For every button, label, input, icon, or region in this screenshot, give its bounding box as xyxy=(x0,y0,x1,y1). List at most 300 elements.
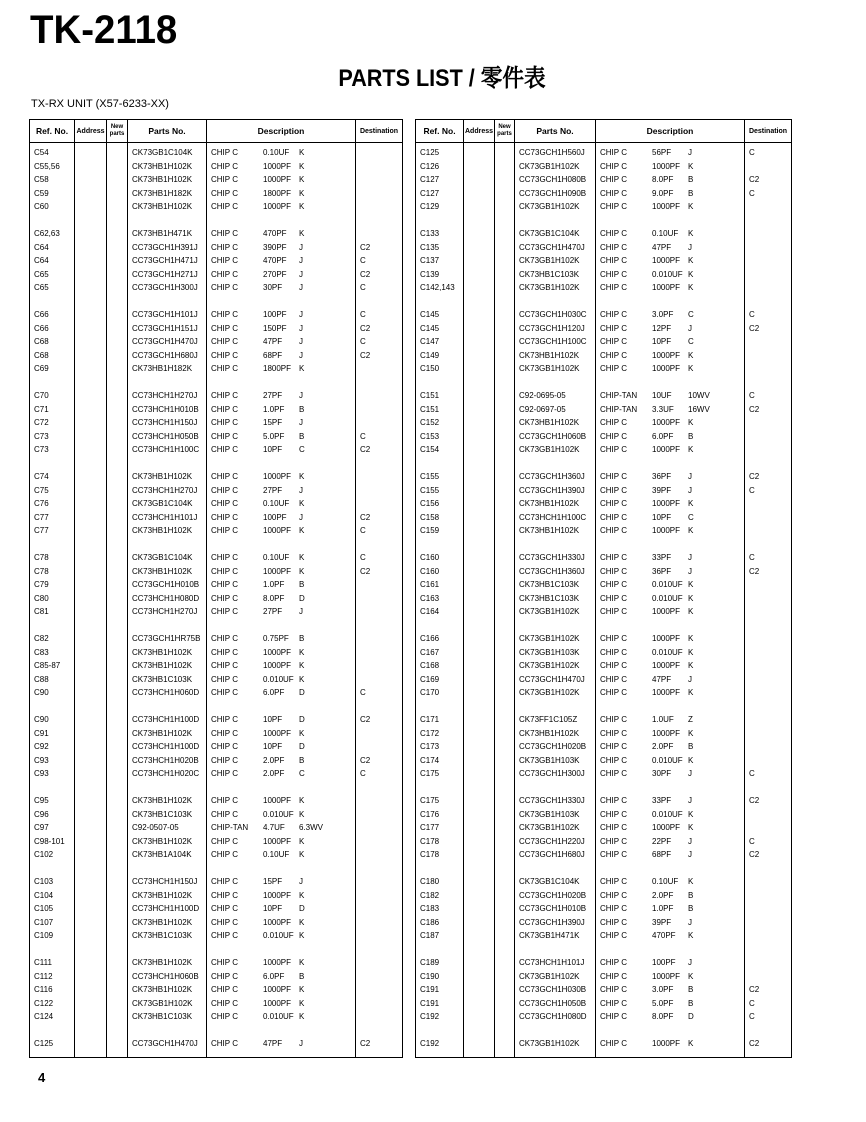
new-parts-cell xyxy=(107,686,128,700)
new-parts-cell xyxy=(107,794,128,808)
desc-tolerance: K xyxy=(299,472,305,481)
desc-value: 4.7UF xyxy=(263,823,285,832)
desc-tolerance: J xyxy=(688,958,692,967)
desc-value: 1000PF xyxy=(652,202,681,211)
desc-tolerance: B xyxy=(688,742,694,751)
new-parts-cell xyxy=(495,916,515,930)
destination-cell xyxy=(356,848,403,862)
desc-value: 2.0PF xyxy=(652,890,674,900)
parts-no-cell: CC73GCH1H390J xyxy=(515,916,596,930)
description-cell xyxy=(596,430,745,444)
desc-type: CHIP C xyxy=(211,931,238,940)
destination-cell: C xyxy=(356,335,403,349)
desc-tolerance: K xyxy=(299,998,305,1008)
desc-tolerance: B xyxy=(688,890,694,900)
ref-cell: C139 xyxy=(416,268,464,282)
destination-cell: C2 xyxy=(356,511,403,525)
table-row xyxy=(416,241,792,255)
table-row xyxy=(30,254,403,268)
desc-tolerance: B xyxy=(688,998,694,1008)
ref-cell: C66 xyxy=(30,308,75,322)
desc-value: 1000PF xyxy=(652,661,681,670)
description-cell xyxy=(207,187,356,201)
desc-value: 47PF xyxy=(652,674,672,684)
desc-value: 0.10UF xyxy=(263,553,290,562)
description-cell xyxy=(596,308,745,322)
desc-type: CHIP C xyxy=(600,337,627,346)
new-parts-cell xyxy=(495,551,515,565)
desc-tolerance: J xyxy=(688,566,692,576)
destination-cell xyxy=(356,970,403,984)
desc-value: 8.0PF xyxy=(652,1012,674,1021)
ref-cell: C125 xyxy=(30,1037,75,1058)
description-cell xyxy=(207,403,356,417)
desc-tolerance: 16WV xyxy=(688,404,710,414)
description-cell xyxy=(596,727,745,741)
description-cell xyxy=(207,673,356,687)
desc-tolerance: K xyxy=(688,634,694,643)
desc-value: 470PF xyxy=(263,229,287,238)
desc-type: CHIP C xyxy=(600,188,627,198)
destination-cell xyxy=(745,659,792,673)
new-parts-cell xyxy=(107,673,128,687)
destination-cell xyxy=(356,160,403,174)
desc-type: CHIP C xyxy=(600,499,627,508)
desc-type: CHIP C xyxy=(211,175,238,184)
new-parts-cell xyxy=(107,1037,128,1058)
desc-value: 10UF xyxy=(652,391,672,400)
parts-no-cell: CK73HB1H182K xyxy=(128,362,207,376)
ref-cell: C178 xyxy=(416,835,464,849)
desc-value: 0.75PF xyxy=(263,634,289,643)
description-cell xyxy=(596,511,745,525)
destination-cell xyxy=(356,821,403,835)
ref-cell: C169 xyxy=(416,673,464,687)
new-parts-cell xyxy=(107,349,128,363)
desc-type: CHIP C xyxy=(600,796,627,805)
desc-tolerance: B xyxy=(688,431,694,441)
desc-value: 1000PF xyxy=(263,917,292,927)
ref-cell: C172 xyxy=(416,727,464,741)
desc-type: CHIP C xyxy=(211,485,238,495)
parts-no-cell: CC73GCH1H271J xyxy=(128,268,207,282)
desc-type: CHIP C xyxy=(211,634,238,643)
desc-type: CHIP C xyxy=(600,364,627,373)
address-cell xyxy=(75,889,107,903)
table-row xyxy=(30,497,403,511)
parts-no-cell: CC73GCH1H560J xyxy=(515,143,596,160)
parts-no-cell: CC73HCH1H101J xyxy=(515,956,596,970)
address-cell xyxy=(464,470,495,484)
new-parts-cell xyxy=(107,362,128,376)
parts-no-cell: CK73GB1H102K xyxy=(515,254,596,268)
desc-value: 1000PF xyxy=(652,688,681,697)
table-row xyxy=(30,565,403,579)
desc-type: CHIP C xyxy=(600,161,627,171)
parts-no-cell: CK73GB1H471K xyxy=(515,929,596,943)
description-cell xyxy=(596,443,745,457)
description-cell xyxy=(207,970,356,984)
table-row xyxy=(30,241,403,255)
desc-value: 470PF xyxy=(263,256,287,265)
table-body-right xyxy=(416,143,792,1058)
desc-type: CHIP C xyxy=(211,229,238,238)
desc-type: CHIP C xyxy=(211,742,238,751)
ref-cell: C70 xyxy=(30,389,75,403)
desc-tolerance: K xyxy=(688,499,694,508)
ref-cell: C151 xyxy=(416,403,464,417)
parts-no-cell: CK73GB1H102K xyxy=(515,605,596,619)
ref-cell: C88 xyxy=(30,673,75,687)
destination-cell xyxy=(745,821,792,835)
ref-cell: C102 xyxy=(30,848,75,862)
ref-cell: C91 xyxy=(30,727,75,741)
address-cell xyxy=(75,362,107,376)
parts-no-cell: CC73GCH1H090B xyxy=(515,187,596,201)
description-cell xyxy=(596,592,745,606)
address-cell xyxy=(75,821,107,835)
ref-cell: C175 xyxy=(416,767,464,781)
col-ref: Ref. No. xyxy=(30,120,75,143)
desc-type: CHIP C xyxy=(600,269,627,279)
desc-type: CHIP C xyxy=(600,634,627,643)
ref-cell: C72 xyxy=(30,416,75,430)
group-spacer xyxy=(30,943,403,957)
desc-type: CHIP C xyxy=(600,553,627,562)
table-row xyxy=(30,821,403,835)
address-cell xyxy=(75,430,107,444)
destination-cell xyxy=(356,835,403,849)
group-spacer xyxy=(416,943,792,957)
parts-no-cell: CK73HB1H102K xyxy=(128,565,207,579)
desc-type: CHIP C xyxy=(211,904,238,913)
desc-type: CHIP C xyxy=(600,769,627,778)
desc-tolerance: J xyxy=(299,607,303,616)
destination-cell xyxy=(356,659,403,673)
desc-tolerance: K xyxy=(299,364,305,373)
desc-value: 0.010UF xyxy=(263,931,294,940)
table-row xyxy=(30,470,403,484)
description-cell xyxy=(596,416,745,430)
table-row xyxy=(30,605,403,619)
desc-type: CHIP C xyxy=(211,593,238,603)
desc-tolerance: J xyxy=(299,350,303,360)
new-parts-cell xyxy=(107,322,128,336)
col-address: Address xyxy=(75,120,107,143)
parts-no-cell: CC73GCH1H020B xyxy=(515,889,596,903)
description-cell xyxy=(596,713,745,727)
col-description: Description xyxy=(207,120,356,143)
parts-no-cell: CK73HB1H182K xyxy=(128,187,207,201)
destination-cell xyxy=(745,875,792,889)
description-cell xyxy=(207,686,356,700)
ref-cell: C191 xyxy=(416,983,464,997)
address-cell xyxy=(464,416,495,430)
desc-type: CHIP C xyxy=(600,742,627,751)
parts-no-cell: CK73GB1H102K xyxy=(515,659,596,673)
ref-cell: C95 xyxy=(30,794,75,808)
desc-tolerance: K xyxy=(688,364,694,373)
description-cell xyxy=(207,767,356,781)
destination-cell: C xyxy=(356,551,403,565)
table-row xyxy=(416,349,792,363)
address-cell xyxy=(75,646,107,660)
parts-no-cell: CK73HB1H102K xyxy=(515,524,596,538)
destination-cell xyxy=(356,227,403,241)
desc-value: 1000PF xyxy=(263,661,292,670)
desc-value: 39PF xyxy=(652,917,672,927)
address-cell xyxy=(75,200,107,214)
address-cell xyxy=(464,875,495,889)
parts-no-cell: CK73HB1H102K xyxy=(128,470,207,484)
parts-no-cell: CK73HB1H102K xyxy=(515,349,596,363)
ref-cell: C153 xyxy=(416,430,464,444)
destination-cell xyxy=(745,889,792,903)
description-cell xyxy=(596,403,745,417)
table-row xyxy=(416,403,792,417)
parts-no-cell: CC73GCH1H360J xyxy=(515,565,596,579)
description-cell xyxy=(207,889,356,903)
ref-cell: C149 xyxy=(416,349,464,363)
parts-no-cell: CK73FF1C105Z xyxy=(515,713,596,727)
new-parts-cell xyxy=(495,929,515,943)
desc-tolerance: K xyxy=(688,755,694,765)
desc-tolerance: K xyxy=(688,607,694,616)
destination-cell xyxy=(356,1010,403,1024)
new-parts-cell xyxy=(495,713,515,727)
parts-no-cell: CK73GB1H102K xyxy=(515,970,596,984)
new-parts-cell xyxy=(107,254,128,268)
desc-value: 1000PF xyxy=(652,364,681,373)
desc-tolerance: K xyxy=(688,728,694,738)
description-cell xyxy=(207,173,356,187)
destination-cell: C2 xyxy=(745,322,792,336)
parts-no-cell: CK73GB1H103K xyxy=(515,754,596,768)
new-parts-cell xyxy=(107,605,128,619)
description-cell xyxy=(596,187,745,201)
new-parts-cell xyxy=(495,416,515,430)
new-parts-cell xyxy=(495,160,515,174)
desc-value: 0.10UF xyxy=(652,229,679,238)
description-cell xyxy=(207,983,356,997)
desc-type: CHIP C xyxy=(600,755,627,765)
table-row xyxy=(416,929,792,943)
new-parts-cell xyxy=(107,227,128,241)
table-row xyxy=(416,443,792,457)
destination-cell xyxy=(745,200,792,214)
description-cell xyxy=(596,673,745,687)
ref-cell: C145 xyxy=(416,322,464,336)
parts-no-cell: CC73GCH1H470J xyxy=(515,673,596,687)
destination-cell xyxy=(356,484,403,498)
parts-no-cell: CC73HCH1H100C xyxy=(128,443,207,457)
description-cell xyxy=(596,686,745,700)
ref-cell: C177 xyxy=(416,821,464,835)
desc-tolerance: K xyxy=(299,796,305,805)
destination-cell xyxy=(356,389,403,403)
desc-tolerance: K xyxy=(688,647,694,657)
parts-no-cell: CC73GCH1HR75B xyxy=(128,632,207,646)
new-parts-cell xyxy=(495,754,515,768)
desc-tolerance: J xyxy=(688,796,692,805)
description-cell xyxy=(596,956,745,970)
parts-no-cell: CC73GCH1H060B xyxy=(515,430,596,444)
table-row xyxy=(416,1037,792,1058)
destination-cell xyxy=(356,983,403,997)
description-cell xyxy=(207,268,356,282)
new-parts-cell xyxy=(107,143,128,160)
parts-no-cell: CC73HCH1H100D xyxy=(128,902,207,916)
desc-tolerance: B xyxy=(299,755,305,765)
destination-cell xyxy=(745,335,792,349)
table-row xyxy=(416,416,792,430)
address-cell xyxy=(464,916,495,930)
table-row xyxy=(30,970,403,984)
address-cell xyxy=(464,1037,495,1058)
new-parts-cell xyxy=(495,1010,515,1024)
desc-type: CHIP C xyxy=(600,836,627,846)
ref-cell: C81 xyxy=(30,605,75,619)
parts-no-cell: CK73HB1H471K xyxy=(128,227,207,241)
table-row xyxy=(416,673,792,687)
description-cell xyxy=(596,565,745,579)
desc-value: 100PF xyxy=(263,512,287,522)
desc-type: CHIP C xyxy=(600,688,627,697)
address-cell xyxy=(75,335,107,349)
desc-value: 1000PF xyxy=(652,728,681,738)
parts-no-cell: CK73HB1H102K xyxy=(128,956,207,970)
desc-value: 0.10UF xyxy=(263,499,290,508)
description-cell xyxy=(207,902,356,916)
destination-cell: C2 xyxy=(745,848,792,862)
destination-cell xyxy=(356,673,403,687)
desc-tolerance: K xyxy=(299,499,305,508)
table-row xyxy=(30,227,403,241)
parts-no-cell: CC73GCH1H020B xyxy=(515,740,596,754)
table-row xyxy=(30,335,403,349)
address-cell xyxy=(464,349,495,363)
table-row xyxy=(416,727,792,741)
new-parts-cell xyxy=(107,835,128,849)
col-new-parts: New parts xyxy=(107,120,128,143)
table-row xyxy=(30,511,403,525)
desc-value: 2.0PF xyxy=(263,769,285,778)
table-row xyxy=(416,578,792,592)
destination-cell xyxy=(356,592,403,606)
address-cell xyxy=(75,727,107,741)
desc-tolerance: Z xyxy=(688,715,693,724)
parts-no-cell: CC73HCH1H270J xyxy=(128,389,207,403)
ref-cell: C171 xyxy=(416,713,464,727)
parts-no-cell: CK73HB1H102K xyxy=(128,889,207,903)
desc-tolerance: B xyxy=(688,175,694,184)
table-row xyxy=(30,808,403,822)
ref-cell: C62,63 xyxy=(30,227,75,241)
description-cell xyxy=(207,713,356,727)
desc-tolerance: D xyxy=(299,715,305,724)
desc-value: 5.0PF xyxy=(263,431,285,441)
parts-no-cell: CK73GB1H102K xyxy=(515,281,596,295)
desc-type: CHIP C xyxy=(600,431,627,441)
table-row xyxy=(416,902,792,916)
table-row xyxy=(416,659,792,673)
desc-value: 1000PF xyxy=(263,836,292,846)
destination-cell: C xyxy=(356,430,403,444)
address-cell xyxy=(75,808,107,822)
new-parts-cell xyxy=(495,430,515,444)
desc-type: CHIP C xyxy=(600,809,627,819)
new-parts-cell xyxy=(495,605,515,619)
new-parts-cell xyxy=(495,592,515,606)
parts-no-cell: CC73GCH1H470J xyxy=(128,335,207,349)
destination-cell xyxy=(356,997,403,1011)
table-row xyxy=(30,659,403,673)
col-new-parts: New parts xyxy=(495,120,515,143)
ref-cell: C90 xyxy=(30,713,75,727)
ref-cell: C135 xyxy=(416,241,464,255)
desc-value: 9.0PF xyxy=(652,188,674,198)
address-cell xyxy=(464,632,495,646)
table-row xyxy=(30,551,403,565)
new-parts-cell xyxy=(107,821,128,835)
desc-type: CHIP C xyxy=(211,512,238,522)
desc-type: CHIP C xyxy=(600,647,627,657)
new-parts-cell xyxy=(495,143,515,160)
desc-value: 8.0PF xyxy=(263,593,285,603)
desc-tolerance: K xyxy=(688,688,694,697)
desc-type: CHIP C xyxy=(600,823,627,832)
address-cell xyxy=(75,349,107,363)
desc-type: CHIP C xyxy=(211,998,238,1008)
address-cell xyxy=(75,281,107,295)
ref-cell: C90 xyxy=(30,686,75,700)
destination-cell: C2 xyxy=(745,983,792,997)
desc-value: 1000PF xyxy=(652,350,681,360)
desc-value: 0.010UF xyxy=(652,580,683,589)
desc-value: 0.10UF xyxy=(652,877,679,886)
desc-tolerance: K xyxy=(299,566,305,576)
description-cell xyxy=(207,281,356,295)
ref-cell: C59 xyxy=(30,187,75,201)
address-cell xyxy=(75,578,107,592)
address-cell xyxy=(464,484,495,498)
desc-tolerance: D xyxy=(299,904,305,913)
ref-cell: C68 xyxy=(30,335,75,349)
destination-cell: C xyxy=(745,308,792,322)
address-cell xyxy=(75,1010,107,1024)
description-cell xyxy=(596,497,745,511)
desc-type: CHIP C xyxy=(600,728,627,738)
description-cell xyxy=(207,497,356,511)
ref-cell: C166 xyxy=(416,632,464,646)
desc-type: CHIP C xyxy=(600,958,627,967)
parts-no-cell: CC73HCH1H060B xyxy=(128,970,207,984)
address-cell xyxy=(75,308,107,322)
new-parts-cell xyxy=(495,335,515,349)
desc-value: 47PF xyxy=(652,242,672,252)
desc-tolerance: J xyxy=(688,553,692,562)
desc-value: 10PF xyxy=(263,445,283,454)
desc-value: 1000PF xyxy=(263,647,292,657)
new-parts-cell xyxy=(107,848,128,862)
address-cell xyxy=(75,524,107,538)
destination-cell: C2 xyxy=(356,443,403,457)
address-cell xyxy=(75,511,107,525)
desc-value: 1000PF xyxy=(652,445,681,454)
desc-value: 1000PF xyxy=(652,634,681,643)
address-cell xyxy=(464,848,495,862)
destination-cell xyxy=(356,794,403,808)
